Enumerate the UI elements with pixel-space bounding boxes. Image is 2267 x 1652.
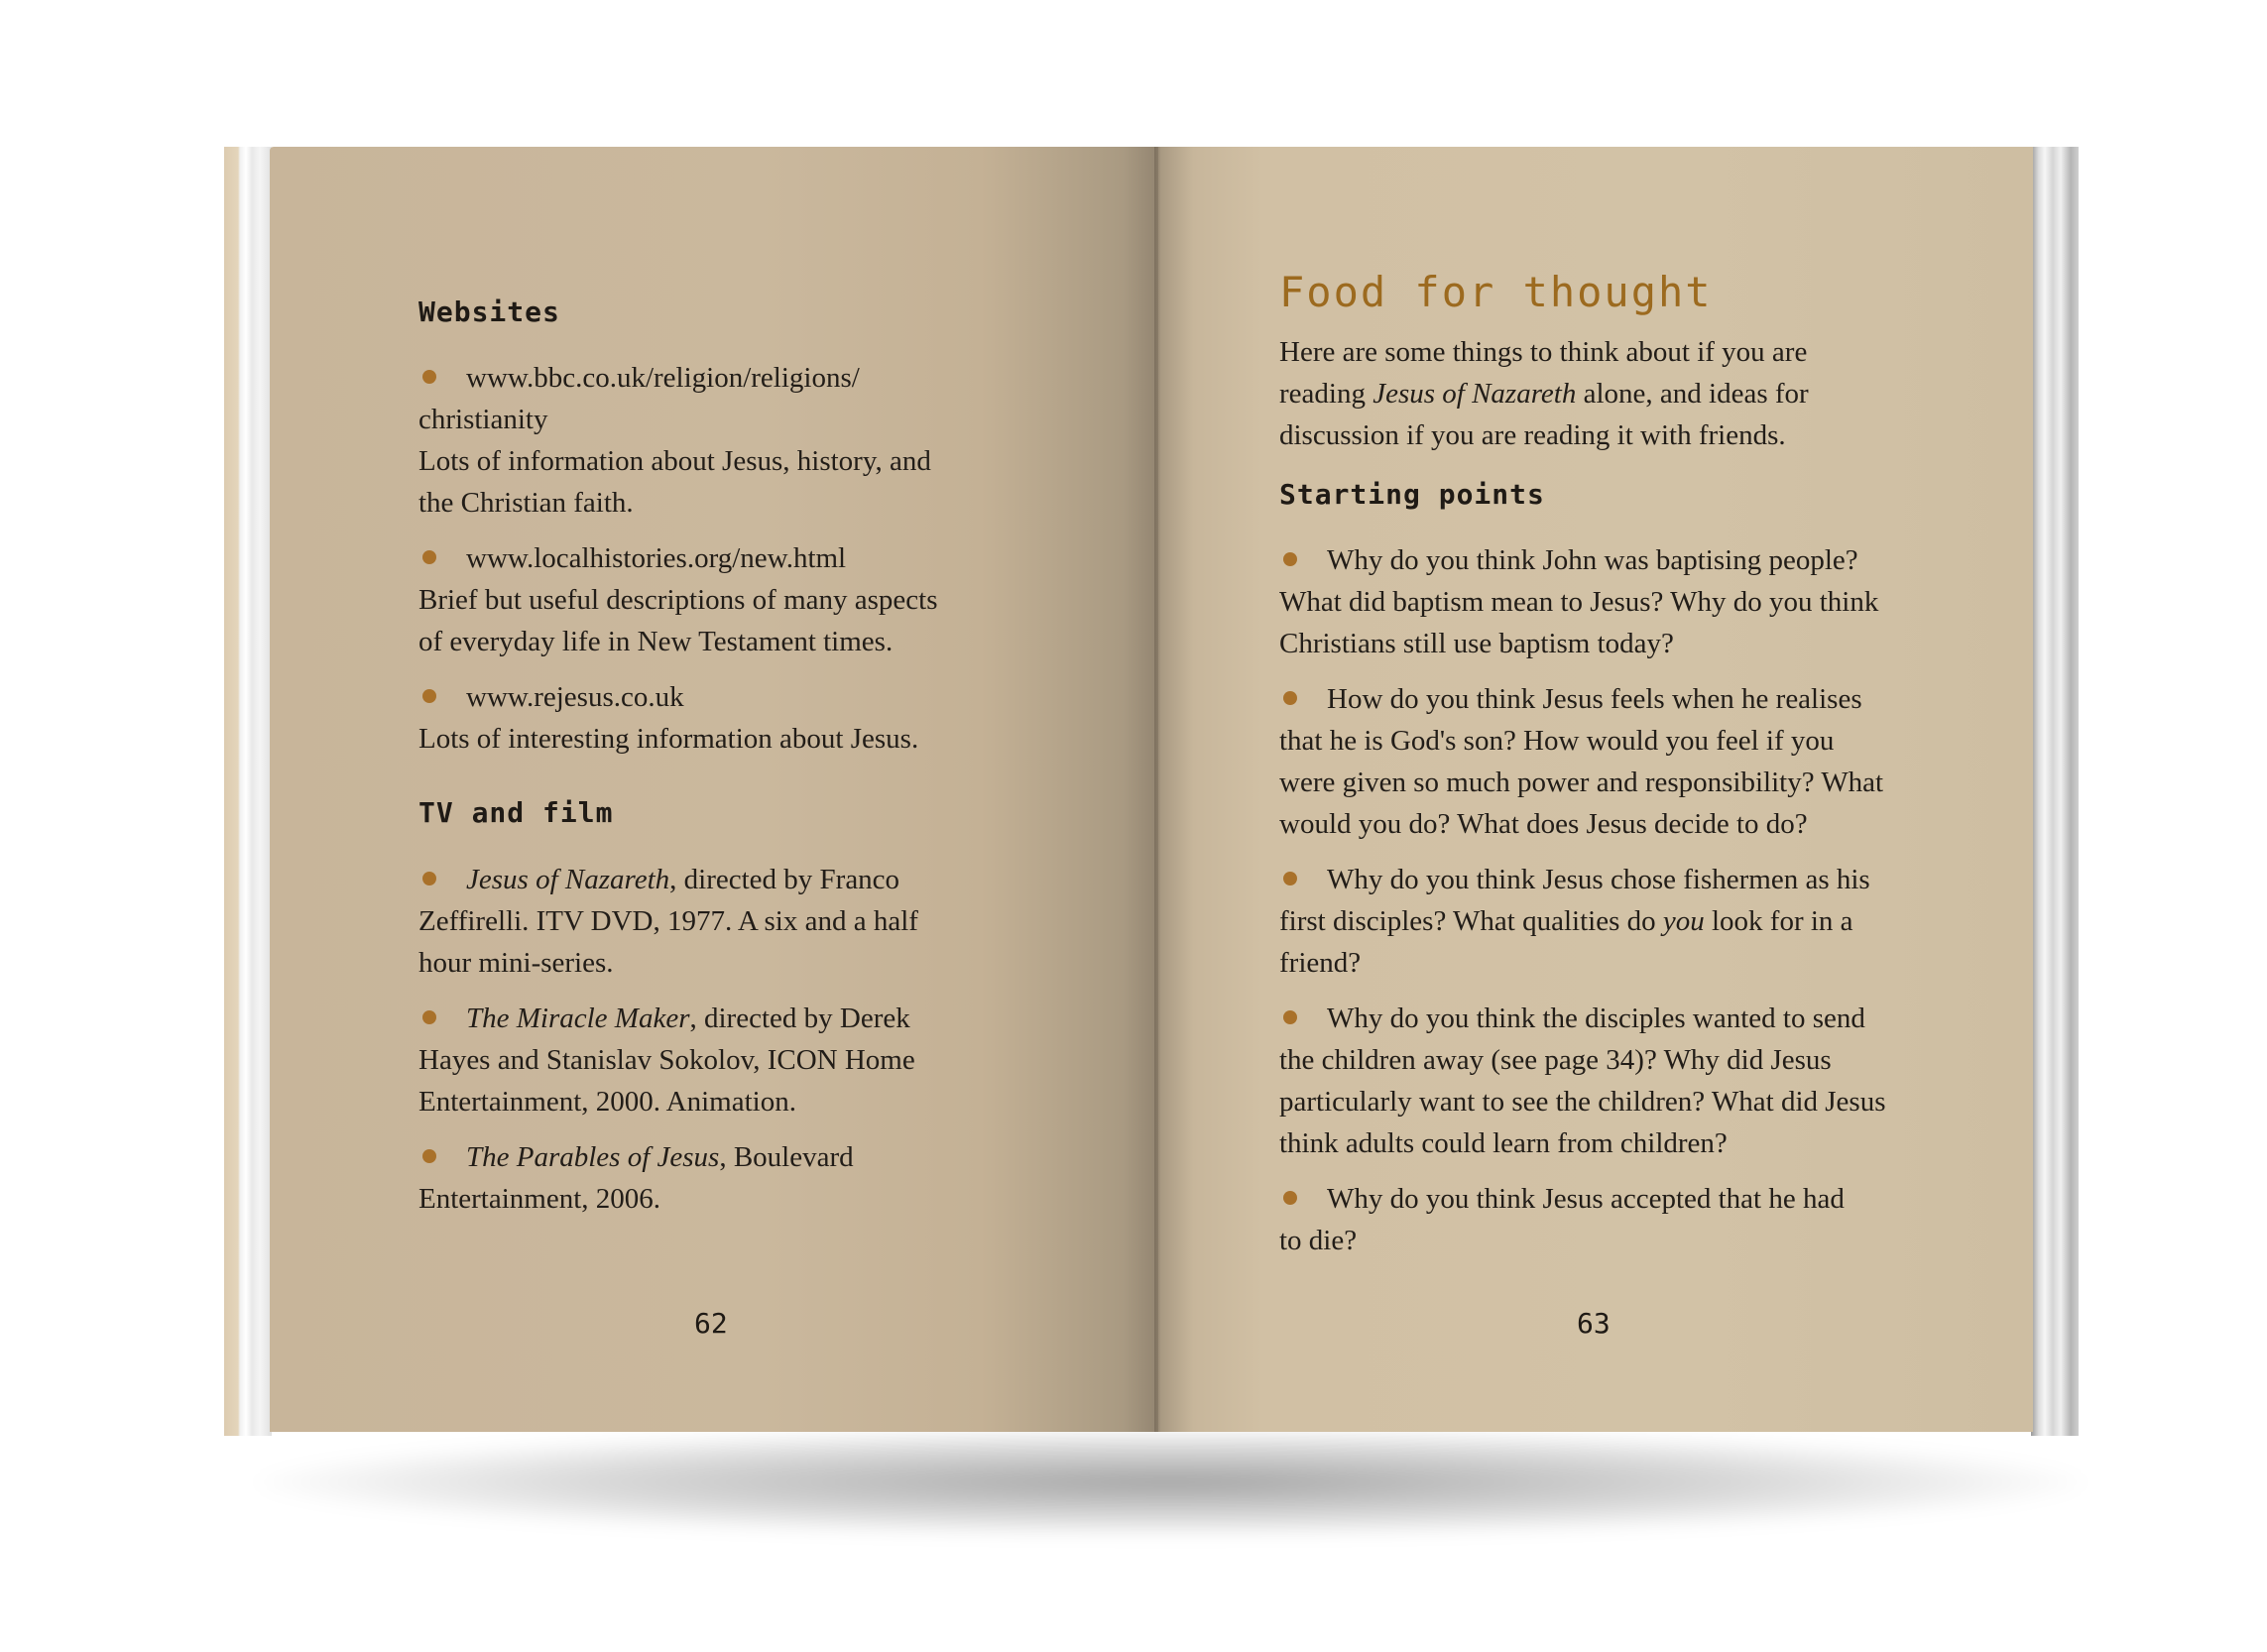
intro-paragraph xyxy=(1279,331,1809,456)
bullet-icon xyxy=(422,370,436,384)
website-item-bbc xyxy=(418,357,931,524)
film-detail: Entertainment, 2000. Animation. xyxy=(418,1086,796,1118)
intro-text: reading xyxy=(1279,378,1373,410)
left-page xyxy=(270,147,1158,1432)
film-detail: Zeffirelli. ITV DVD, 1977. A six and a half xyxy=(418,905,918,937)
book-shadow xyxy=(258,1428,2083,1537)
film-detail: , directed by Derek xyxy=(689,1003,910,1034)
starting-points-heading: Starting points xyxy=(1279,478,1545,511)
question-text: Why do you think the disciples wanted to send xyxy=(1327,1003,1865,1034)
bullet-icon xyxy=(422,1010,436,1024)
film-item xyxy=(418,1136,854,1220)
page-number-right: 63 xyxy=(1577,1307,1611,1340)
film-detail: Entertainment, 2006. xyxy=(418,1183,661,1215)
website-url[interactable]: www.localhistories.org/new.html xyxy=(466,542,847,574)
film-title: The Miracle Maker xyxy=(466,1003,690,1034)
question-text: Why do you think John was baptising people? xyxy=(1327,544,1858,576)
question-text: the children away (see page 34)? Why did Jesus xyxy=(1279,1044,1832,1076)
question-text: How do you think Jesus feels when he realises xyxy=(1327,683,1862,715)
question-text: that he is God's son? How would you feel if you xyxy=(1279,725,1835,757)
page-edges-right xyxy=(2031,147,2079,1436)
film-detail: Hayes and Stanislav Sokolov, ICON Home xyxy=(418,1044,915,1076)
website-url[interactable]: www.bbc.co.uk/religion/religions/ xyxy=(466,362,860,394)
film-item xyxy=(418,998,915,1122)
question-item xyxy=(1279,859,1870,984)
question-text: first disciples? What qualities do xyxy=(1279,905,1663,937)
question-text: would you do? What does Jesus decide to do? xyxy=(1279,808,1808,840)
website-description: of everyday life in New Testament times. xyxy=(418,626,894,657)
question-text: Why do you think Jesus accepted that he had xyxy=(1327,1183,1845,1215)
question-text: think adults could learn from children? xyxy=(1279,1127,1728,1159)
bullet-icon xyxy=(422,1149,436,1163)
question-item xyxy=(1279,998,1886,1164)
question-text: to die? xyxy=(1279,1225,1358,1256)
intro-line: Here are some things to think about if you are xyxy=(1279,336,1808,368)
film-detail: , directed by Franco xyxy=(669,864,900,895)
question-text: What did baptism mean to Jesus? Why do you think xyxy=(1279,586,1879,618)
film-item xyxy=(418,859,918,984)
question-text: friend? xyxy=(1279,947,1362,979)
film-title: Jesus of Nazareth xyxy=(466,864,670,895)
website-url[interactable]: www.rejesus.co.uk xyxy=(466,681,684,713)
website-item-localhistories xyxy=(418,537,938,662)
website-url-continued[interactable]: christianity xyxy=(418,404,548,435)
page-number-left: 62 xyxy=(694,1307,728,1340)
website-description: Lots of interesting information about Jesus. xyxy=(418,723,919,755)
film-title: The Parables of Jesus xyxy=(466,1141,720,1173)
film-detail: , Boulevard xyxy=(719,1141,854,1173)
page-edges-left xyxy=(224,147,272,1436)
bullet-icon xyxy=(422,550,436,564)
bullet-icon xyxy=(422,872,436,885)
website-description: Lots of information about Jesus, history, and xyxy=(418,445,931,477)
websites-heading: Websites xyxy=(418,295,560,328)
bullet-icon xyxy=(1283,1191,1297,1205)
page-title: Food for thought xyxy=(1279,268,1713,316)
question-item xyxy=(1279,539,1878,664)
bullet-icon xyxy=(422,689,436,703)
website-item-rejesus xyxy=(418,676,918,760)
question-text: Christians still use baptism today? xyxy=(1279,628,1674,659)
question-text: Why do you think Jesus chose fishermen as his xyxy=(1327,864,1870,895)
question-item xyxy=(1279,1178,1845,1261)
question-item xyxy=(1279,678,1883,845)
intro-line: discussion if you are reading it with friends. xyxy=(1279,419,1786,451)
website-description: Brief but useful descriptions of many aspects xyxy=(418,584,938,616)
question-text: were given so much power and responsibility? What xyxy=(1279,767,1884,798)
film-detail: hour mini-series. xyxy=(418,947,614,979)
bullet-icon xyxy=(1283,872,1297,885)
book-spine xyxy=(1154,147,1160,1432)
emphasis-text: you xyxy=(1662,905,1705,937)
question-text: look for in a xyxy=(1704,905,1853,937)
bullet-icon xyxy=(1283,552,1297,566)
intro-text: alone, and ideas for xyxy=(1576,378,1809,410)
website-description: the Christian faith. xyxy=(418,487,634,519)
tv-film-heading: TV and film xyxy=(418,796,614,829)
question-text: particularly want to see the children? What did Jesus xyxy=(1279,1086,1886,1118)
bullet-icon xyxy=(1283,1010,1297,1024)
bullet-icon xyxy=(1283,691,1297,705)
book-title: Jesus of Nazareth xyxy=(1372,378,1577,410)
